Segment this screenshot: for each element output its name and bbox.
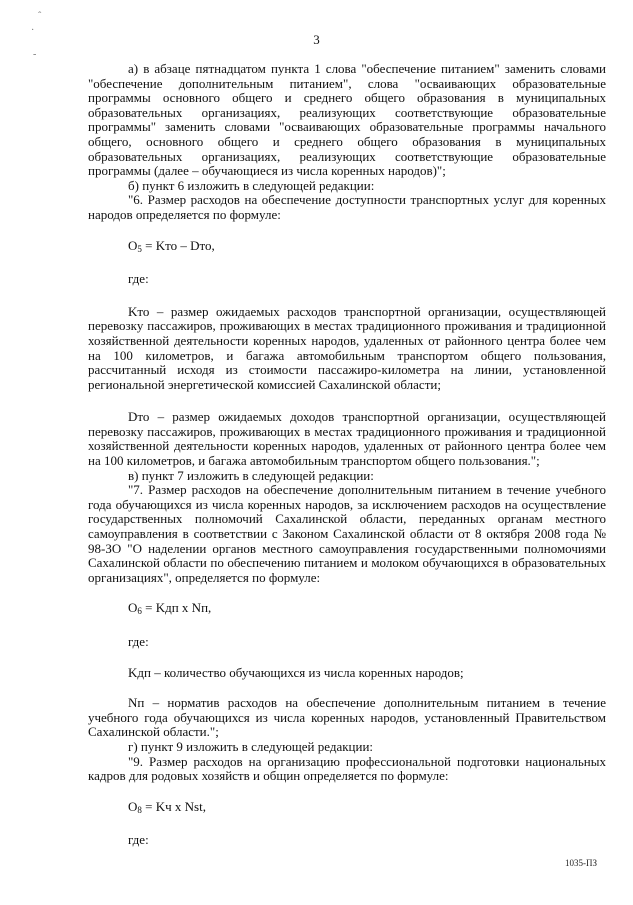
where-label: где:: [128, 634, 149, 649]
scan-mark: ·: [31, 25, 35, 36]
paragraph-b-intro: б) пункт 6 изложить в следующей редакции:: [128, 177, 375, 193]
paragraph-7: "7. Размер расходов на обеспечение дополнительным питанием в течение учебного года обучающихся из числа коренных народов, за исключением расходов на осуществление государственных полномочий Сахалинской области, переданных органам местного самоуправления в соответствии с Законом Сахалинской области от 8 октября 2008 года № 98-ЗО "О наделении органов местного самоуправления государственными полномочиями Сахалинской области по обеспечению питанием и молоком обучающихся в образовательных организациях", определяется по формуле:: [88, 482, 606, 585]
formula-o6: $O_6$ = Kдп x Nп,: [128, 600, 212, 617]
definition-kdp: Kдп – количество обучающихся из числа коренных народов;: [128, 664, 464, 680]
formula-o8: $O_8$ = Kч x Nst,: [128, 798, 206, 815]
definition-dto: Dто – размер ожидаемых доходов транспортной организации, осуществляющей перевозку пассажиров, проживающих в местах традиционного проживания и традиционной хозяйственной деятельности коренных народов, удаленных от районного центра более чем на 100 километров, и багажа автомобильным транспортом общего пользования.";: [88, 409, 606, 469]
where-label: где:: [128, 832, 149, 848]
where-label: где:: [128, 271, 149, 287]
definition-np: Nп – норматив расходов на обеспечение дополнительным питанием в течение учебного года обучающихся из числа коренных народов, установленный Правительством Сахалинской области.";: [88, 695, 606, 740]
formula-o5: $O_5$ = Kто – Dто,: [128, 237, 215, 254]
document-body: [88, 62, 606, 848]
page-number: 3: [313, 32, 320, 47]
definition-kto: Kто – размер ожидаемых расходов транспортной организации, осуществляющей перевозку пассажиров, проживающих в местах традиционного проживания и традиционной хозяйственной деятельности коренных народов, удаленных от районного центра более чем на 100 километров, и багажа автомобильным транспортом общего пользования, рассчитанный исходя из стоимости пассажиро-километра на линии, установленной региональной энергетической комиссией Сахалинской области;: [88, 303, 606, 392]
scan-mark: ˆ: [38, 11, 42, 22]
scan-mark: -: [33, 49, 37, 60]
paragraph-a: а) в абзаце пятнадцатом пункта 1 слова "обеспечение питанием" заменить словами "обеспечение дополнительным питанием", слова "осваивающих образовательные программы основного общего и среднего общего образования в муниципальных образовательных организациях, реализующих соответствующие образовательные программы" заменить словами "осваивающих образовательные программы начального общего, основного общего и среднего общего образования в муниципальных образовательных организациях, реализующих соответствующие образовательные программы (далее – обучающиеся из числа коренных народов)";: [88, 61, 606, 179]
paragraph-9: "9. Размер расходов на организацию профессиональной подготовки национальных кадров для родовых хозяйств и общин определяется по формуле:: [88, 753, 606, 784]
paragraph-g-intro: г) пункт 9 изложить в следующей редакции:: [128, 738, 374, 754]
footer-code: 1035-ПЗ: [564, 858, 597, 868]
paragraph-v-intro: в) пункт 7 изложить в следующей редакции:: [128, 467, 374, 483]
paragraph-6: "6. Размер расходов на обеспечение доступности транспортных услуг для коренных народов определяется по формуле:: [88, 192, 606, 222]
